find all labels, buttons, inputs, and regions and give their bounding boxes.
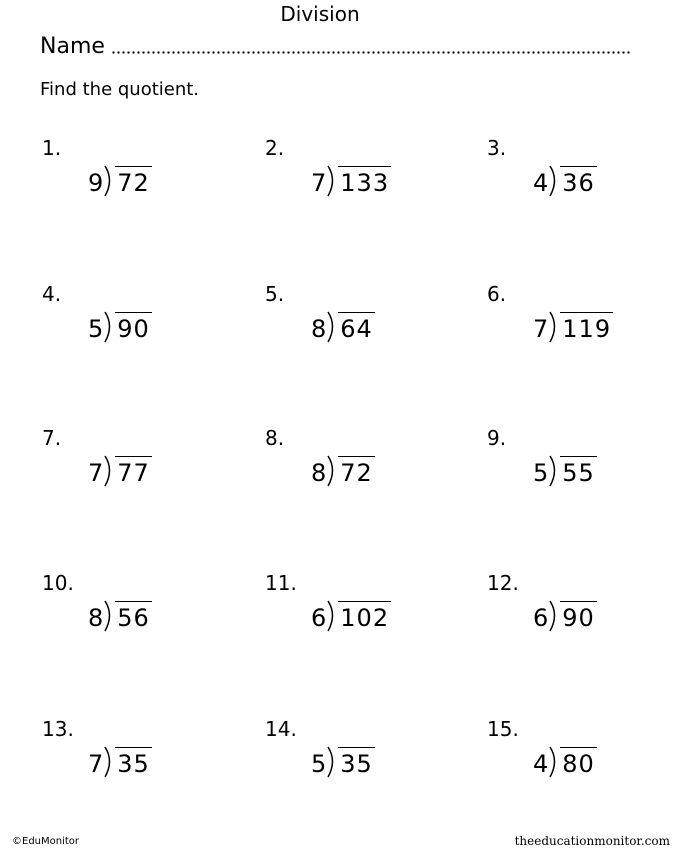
dividend: 72 <box>338 456 375 487</box>
division-bracket-icon <box>548 600 558 632</box>
problem-number: 9. <box>487 426 507 450</box>
division-problem <box>487 428 682 518</box>
problem-number: 12. <box>487 571 519 595</box>
dividend: 90 <box>115 312 152 343</box>
problem-number: 3. <box>487 136 507 160</box>
divisor: 7 <box>88 750 104 778</box>
division-problem <box>265 138 465 228</box>
problem-number: 5. <box>265 282 285 306</box>
long-division-expression <box>88 453 152 487</box>
problem-number: 4. <box>42 282 62 306</box>
division-problem <box>42 284 242 374</box>
division-problem <box>265 573 465 663</box>
division-problem <box>487 138 682 228</box>
long-division-expression <box>88 598 152 632</box>
divisor: 6 <box>533 604 549 632</box>
division-problem <box>42 573 242 663</box>
division-problem <box>487 573 682 663</box>
divisor: 5 <box>311 750 327 778</box>
division-problem <box>265 719 465 809</box>
long-division-expression <box>533 309 613 343</box>
division-bracket-icon <box>326 165 336 197</box>
division-problem <box>265 428 465 518</box>
problem-number: 7. <box>42 426 62 450</box>
dividend: 55 <box>560 456 597 487</box>
division-bracket-icon <box>326 311 336 343</box>
division-bracket-icon <box>548 746 558 778</box>
instructions: Find the quotient. <box>40 79 200 100</box>
division-bracket-icon <box>548 165 558 197</box>
problem-number: 14. <box>265 717 297 741</box>
dividend: 35 <box>115 747 152 778</box>
website-text: theeducationmonitor.com <box>514 834 670 848</box>
dividend: 64 <box>338 312 375 343</box>
dividend: 80 <box>560 747 597 778</box>
dividend: 35 <box>338 747 375 778</box>
divisor: 8 <box>311 315 327 343</box>
problem-number: 1. <box>42 136 62 160</box>
name-label: Name <box>40 34 105 59</box>
division-bracket-icon <box>103 455 113 487</box>
division-problem <box>265 284 465 374</box>
division-bracket-icon <box>326 746 336 778</box>
problem-number: 11. <box>265 571 297 595</box>
long-division-expression <box>311 453 375 487</box>
problem-number: 15. <box>487 717 519 741</box>
division-problem <box>42 719 242 809</box>
dividend: 56 <box>115 601 152 632</box>
dividend: 77 <box>115 456 152 487</box>
dividend: 133 <box>338 166 391 197</box>
long-division-expression <box>311 163 391 197</box>
long-division-expression <box>533 598 597 632</box>
division-problem <box>42 138 242 228</box>
division-bracket-icon <box>103 746 113 778</box>
division-problem <box>42 428 242 518</box>
copyright-text: ©EduMonitor <box>12 836 80 847</box>
problem-number: 13. <box>42 717 74 741</box>
division-bracket-icon <box>548 311 558 343</box>
divisor: 6 <box>311 604 327 632</box>
long-division-expression <box>533 453 597 487</box>
division-bracket-icon <box>326 600 336 632</box>
divisor: 5 <box>533 459 549 487</box>
divisor: 4 <box>533 169 549 197</box>
problem-number: 6. <box>487 282 507 306</box>
problem-number: 8. <box>265 426 285 450</box>
dividend: 72 <box>115 166 152 197</box>
divisor: 5 <box>88 315 104 343</box>
dividend: 102 <box>338 601 391 632</box>
divisor: 8 <box>88 604 104 632</box>
divisor: 7 <box>533 315 549 343</box>
long-division-expression <box>533 744 597 778</box>
division-bracket-icon <box>548 455 558 487</box>
long-division-expression <box>88 163 152 197</box>
divisor: 7 <box>311 169 327 197</box>
dividend: 119 <box>560 312 613 343</box>
dividend: 90 <box>560 601 597 632</box>
long-division-expression <box>533 163 597 197</box>
divisor: 9 <box>88 169 104 197</box>
problem-number: 2. <box>265 136 285 160</box>
divisor: 8 <box>311 459 327 487</box>
long-division-expression <box>311 598 391 632</box>
long-division-expression <box>311 309 375 343</box>
problem-number: 10. <box>42 571 74 595</box>
division-bracket-icon <box>103 165 113 197</box>
long-division-expression <box>88 744 152 778</box>
division-problem <box>487 719 682 809</box>
divisor: 4 <box>533 750 549 778</box>
division-bracket-icon <box>103 311 113 343</box>
long-division-expression <box>311 744 375 778</box>
division-bracket-icon <box>103 600 113 632</box>
division-bracket-icon <box>326 455 336 487</box>
dividend: 36 <box>560 166 597 197</box>
divisor: 7 <box>88 459 104 487</box>
worksheet-title: Division <box>280 2 360 26</box>
long-division-expression <box>88 309 152 343</box>
division-problem <box>487 284 682 374</box>
